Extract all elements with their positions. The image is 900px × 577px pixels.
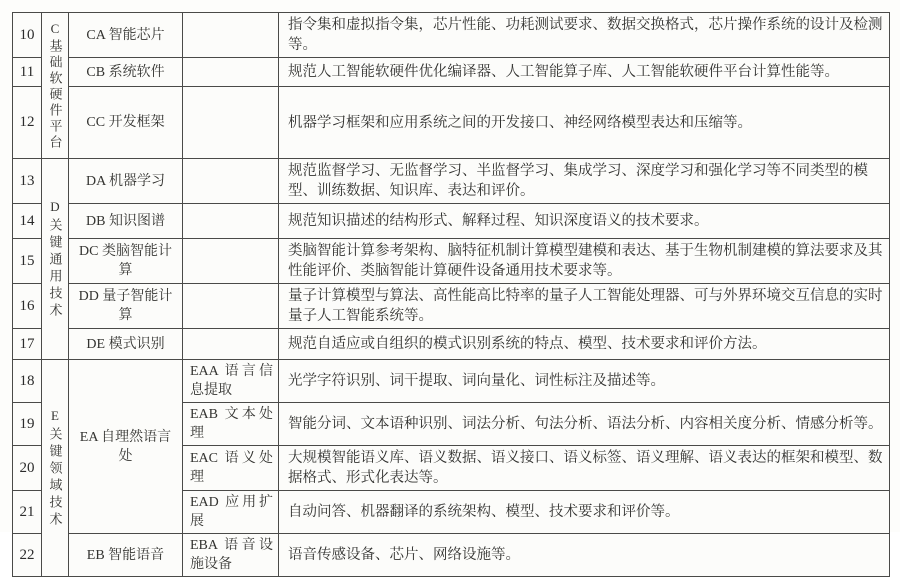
subsub-cell-eba: EBA 语音设施设备 bbox=[183, 534, 279, 577]
category-label-e: E关键领域技术 bbox=[47, 407, 63, 529]
subcategory-cell-dc: DC 类脑智能计算 bbox=[69, 239, 183, 284]
row-number-10: 10 bbox=[13, 13, 42, 58]
description-cell-14: 规范知识描述的结构形式、解释过程、知识深度语义的技术要求。 bbox=[279, 204, 890, 239]
standards-category-table bbox=[12, 12, 890, 577]
subcategory-cell-dd: DD 量子智能计算 bbox=[69, 284, 183, 329]
table-row-12 bbox=[13, 87, 890, 159]
subsub-cell-eaa: EAA 语言信息提取 bbox=[183, 360, 279, 403]
category-cell-e bbox=[42, 360, 69, 577]
description-cell-20: 大规模智能语义库、语义数据、语义接口、语义标签、语义理解、语义表达的框架和模型、数据格式、形式化表达等。 bbox=[279, 446, 890, 491]
row-number-22: 22 bbox=[13, 534, 42, 577]
subcategory-cell-eb: EB 智能语音 bbox=[69, 534, 183, 577]
subcategory-cell-ea: EA 自理然语言处 bbox=[69, 360, 183, 534]
description-cell-17: 规范自适应或自组织的模式识别系统的特点、模型、技术要求和评价方法。 bbox=[279, 329, 890, 360]
table-row-17 bbox=[13, 329, 890, 360]
subcategory-cell-da: DA 机器学习 bbox=[69, 159, 183, 204]
row-number-16: 16 bbox=[13, 284, 42, 329]
subcategory-cell-cc: CC 开发框架 bbox=[69, 87, 183, 159]
subsub-cell-eab: EAB 文本处理 bbox=[183, 403, 279, 446]
subsub-cell-empty-14 bbox=[183, 204, 279, 239]
subcategory-cell-db: DB 知识图谱 bbox=[69, 204, 183, 239]
description-cell-22: 语音传感设备、芯片、网络设施等。 bbox=[279, 534, 890, 577]
description-cell-16: 量子计算模型与算法、高性能高比特率的量子人工智能处理器、可与外界环境交互信息的实时量子人工智能系统等。 bbox=[279, 284, 890, 329]
row-number-14: 14 bbox=[13, 204, 42, 239]
category-label-c: C基础软硬件平台 bbox=[47, 20, 63, 151]
description-cell-15: 类脑智能计算参考架构、脑特征机制计算模型建模和表达、基于生物机制建模的算法要求及其性能评价、类脑智能计算硬件设备通用技术要求等。 bbox=[279, 239, 890, 284]
row-number-21: 21 bbox=[13, 491, 42, 534]
subsub-cell-empty-10 bbox=[183, 13, 279, 58]
row-number-15: 15 bbox=[13, 239, 42, 284]
row-number-18: 18 bbox=[13, 360, 42, 403]
table-row-16 bbox=[13, 284, 890, 329]
subsub-cell-empty-15 bbox=[183, 239, 279, 284]
subsub-cell-empty-17 bbox=[183, 329, 279, 360]
subsub-cell-empty-11 bbox=[183, 58, 279, 87]
subsub-cell-empty-13 bbox=[183, 159, 279, 204]
description-cell-10: 指令集和虚拟指令集，芯片性能、功耗测试要求、数据交换格式，芯片操作系统的设计及检测等。 bbox=[279, 13, 890, 58]
category-cell-d bbox=[42, 159, 69, 360]
row-number-13: 13 bbox=[13, 159, 42, 204]
description-cell-18: 光学字符识别、词干提取、词向量化、词性标注及描述等。 bbox=[279, 360, 890, 403]
table-row-13 bbox=[13, 159, 890, 204]
description-cell-11: 规范人工智能软硬件优化编译器、人工智能算子库、人工智能软硬件平台计算性能等。 bbox=[279, 58, 890, 87]
description-cell-13: 规范监督学习、无监督学习、半监督学习、集成学习、深度学习和强化学习等不同类型的模型、训练数据、知识库、表达和评价。 bbox=[279, 159, 890, 204]
category-label-d: D关键通用技术 bbox=[47, 198, 63, 320]
row-number-12: 12 bbox=[13, 87, 42, 159]
subcategory-cell-de: DE 模式识别 bbox=[69, 329, 183, 360]
subsub-cell-ead: EAD 应用扩展 bbox=[183, 491, 279, 534]
subcategory-cell-ca: CA 智能芯片 bbox=[69, 13, 183, 58]
row-number-11: 11 bbox=[13, 58, 42, 87]
category-cell-c bbox=[42, 13, 69, 159]
table-row-15 bbox=[13, 239, 890, 284]
subsub-cell-empty-12 bbox=[183, 87, 279, 159]
table-row-11 bbox=[13, 58, 890, 87]
row-number-19: 19 bbox=[13, 403, 42, 446]
table-row-18 bbox=[13, 360, 890, 403]
description-cell-12: 机器学习框架和应用系统之间的开发接口、神经网络模型表达和压缩等。 bbox=[279, 87, 890, 159]
row-number-20: 20 bbox=[13, 446, 42, 491]
description-cell-21: 自动问答、机器翻译的系统架构、模型、技术要求和评价等。 bbox=[279, 491, 890, 534]
subcategory-cell-cb: CB 系统软件 bbox=[69, 58, 183, 87]
subsub-cell-eac: EAC 语义处理 bbox=[183, 446, 279, 491]
table-row-14 bbox=[13, 204, 890, 239]
table-row-10 bbox=[13, 13, 890, 58]
table-row-22 bbox=[13, 534, 890, 577]
subsub-cell-empty-16 bbox=[183, 284, 279, 329]
row-number-17: 17 bbox=[13, 329, 42, 360]
description-cell-19: 智能分词、文本语种识别、词法分析、句法分析、语法分析、内容相关度分析、情感分析等。 bbox=[279, 403, 890, 446]
